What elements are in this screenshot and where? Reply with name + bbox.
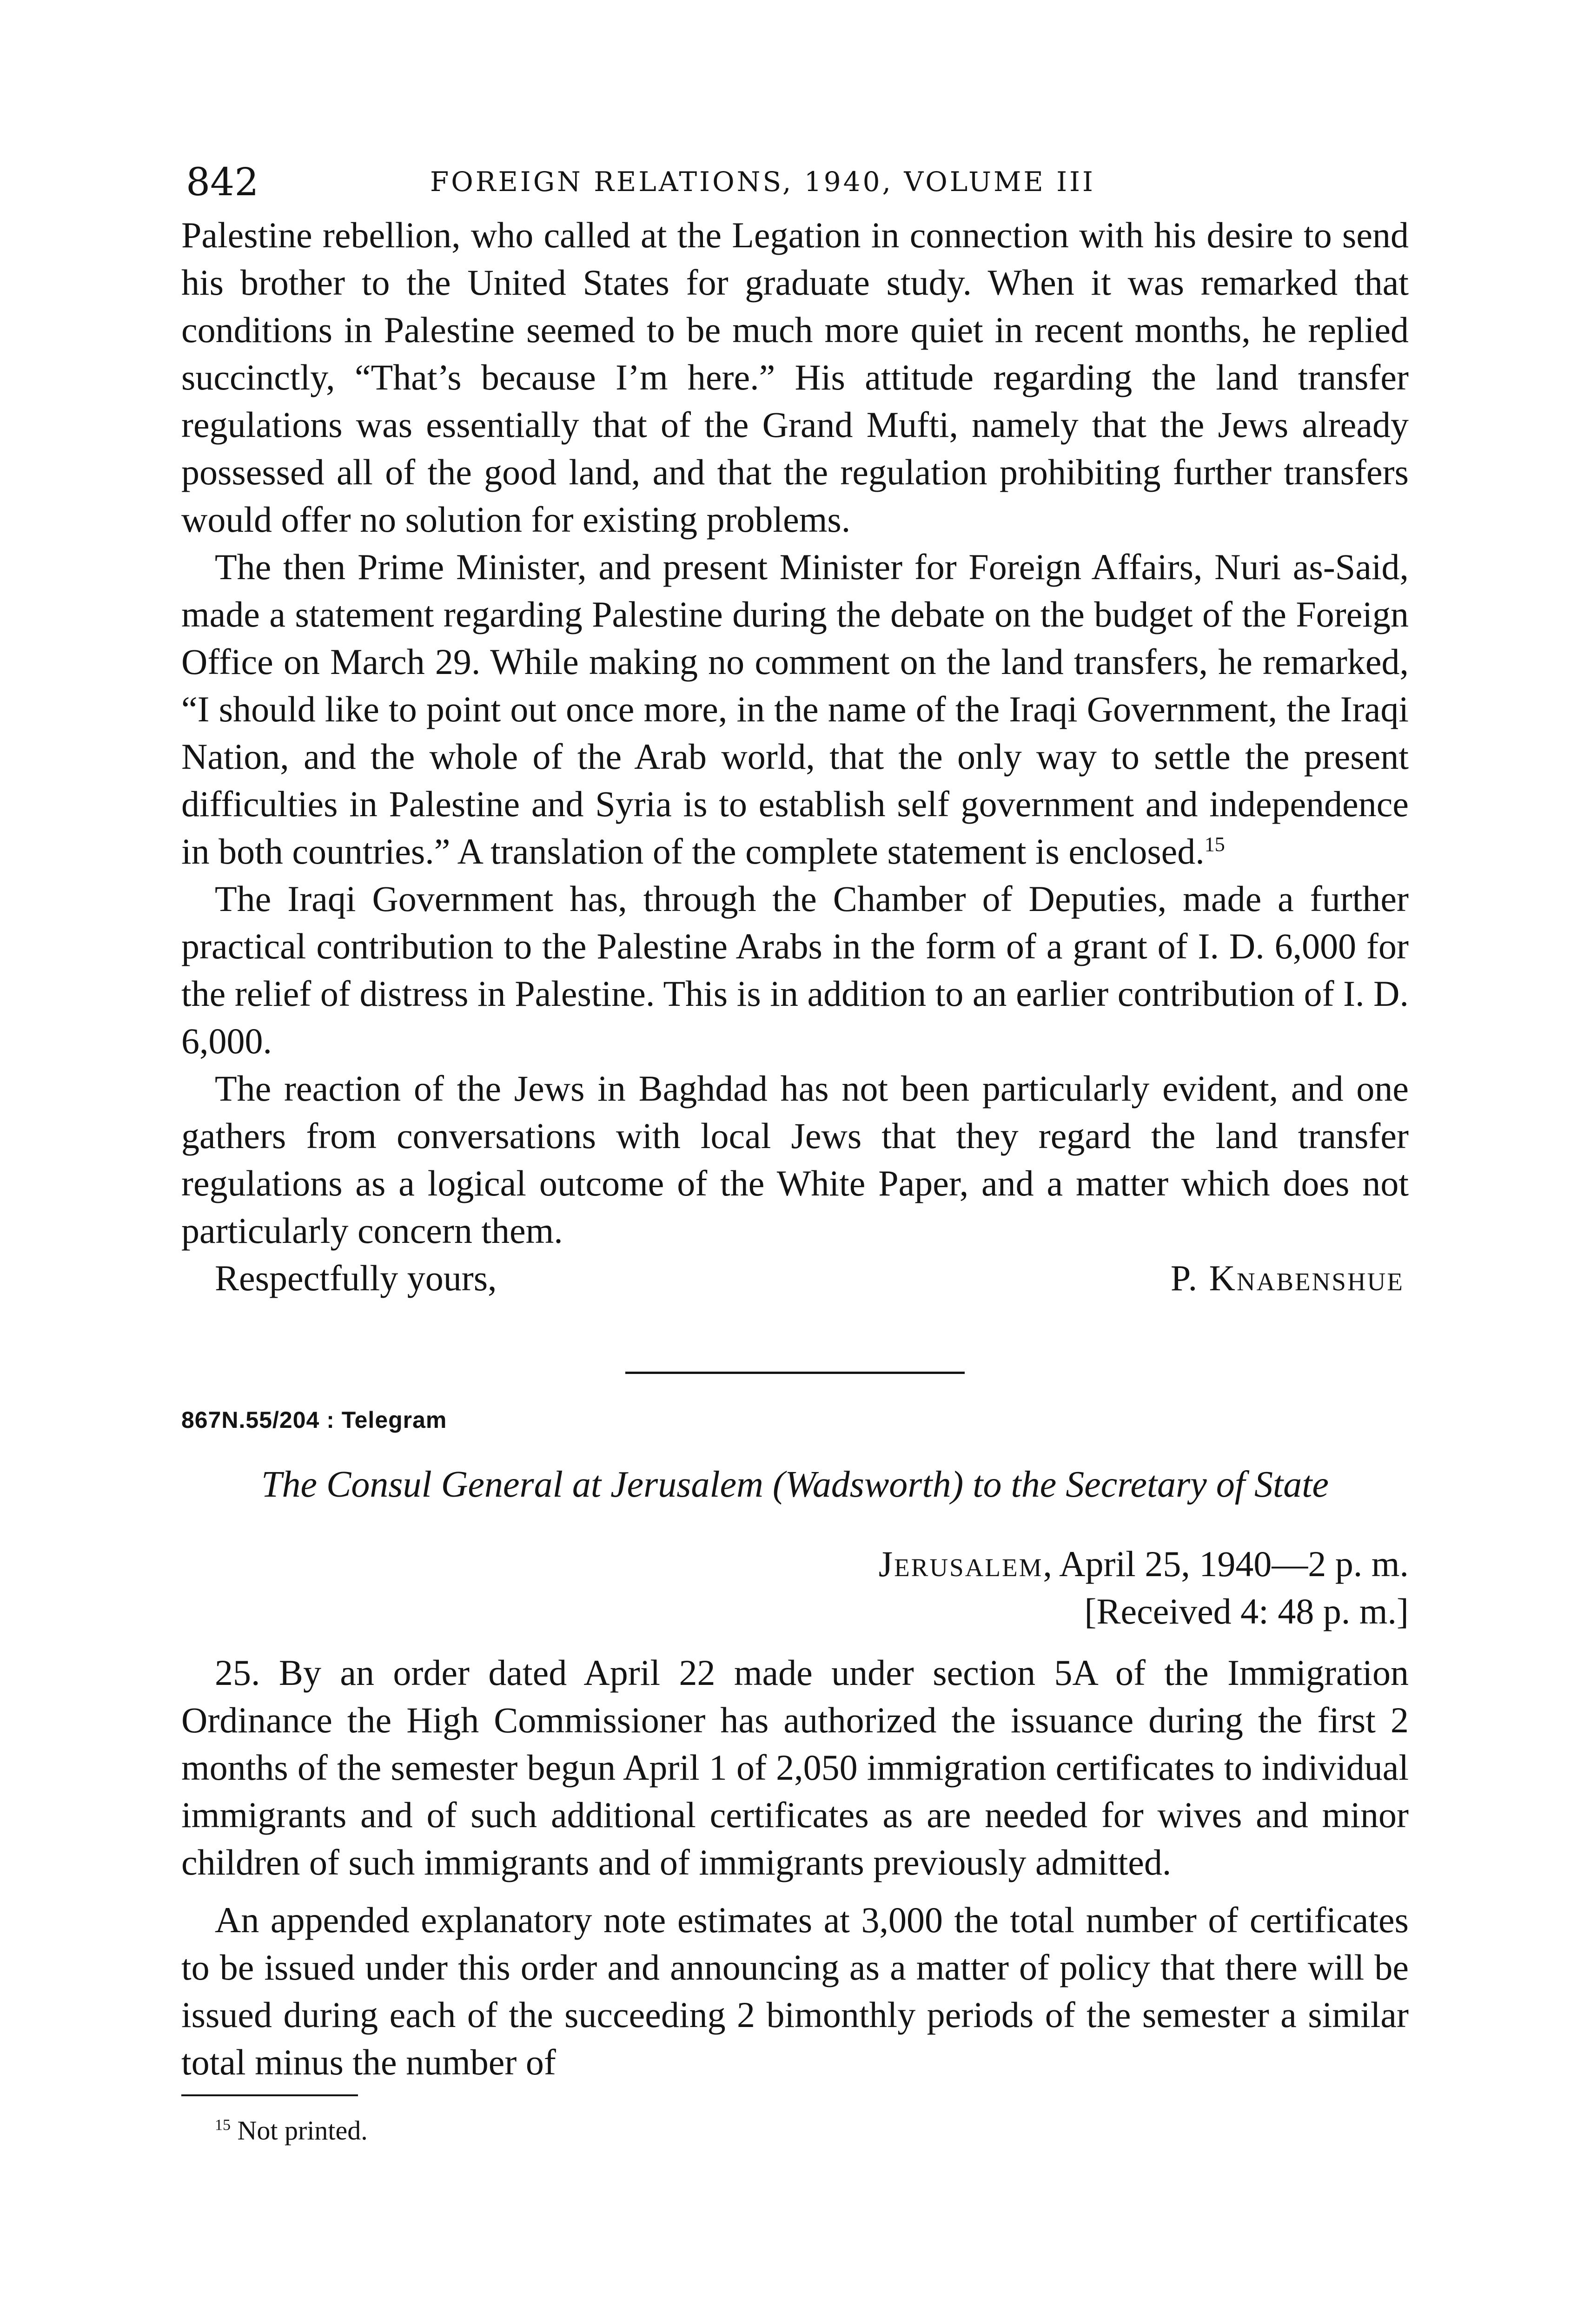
letter-paragraph: The reaction of the Jews in Baghdad has not been particularly evident, and one gathers from conversations with local Jews that they regard the land transfer regulations as a logical outcome of the White Paper, and a matter which does not particularly concern them. [181, 1068, 1409, 1251]
document-page [181, 160, 1409, 2146]
file-reference: 867N.55/204 : Telegram [181, 1407, 447, 1433]
letter-paragraph: The Iraqi Government has, through the Chamber of Deputies, made a further practical contribution to the Palestine Arabs in the form of a grant of I. D. 6,000 for the relief of distress in Palestine. This is in addition to an earlier contribution of I. D. 6,000. [181, 878, 1409, 1061]
letter-paragraph-with-footnote [181, 543, 1409, 875]
footnote-reference[interactable]: 15 [1204, 833, 1225, 856]
telegram-paragraph: 25. By an order dated April 22 made under section 5A of the Immigration Ordinance the High Commissioner has authorized the issuance during the first 2 months of the semester begun April 1 of 2,050 immigration certificates to individual immigrants and of such additional certificates as are needed for wives and minor children of such immigrants and of immigrants previously admitted. [181, 1652, 1409, 1882]
letter-paragraph: Palestine rebellion, who called at the Legation in connection with his desire to send his brother to the United States for graduate study. When it was remarked that conditions in Palestine seemed to be much more quiet in recent months, he replied succinctly, “That’s because I’m here.” His attitude regarding the land transfer regulations was essentially that of the Grand Mufti, namely that the Jews already possessed all of the good land, and that the regulation prohibiting further transfers would offer no solution for existing problems. [181, 215, 1409, 540]
dateline [181, 1540, 1409, 1588]
signoff [181, 1254, 1409, 1302]
dateline-place: Jerusalem [878, 1544, 1043, 1584]
page-number: 842 [186, 160, 259, 205]
signature: P. Knabenshue [1170, 1258, 1404, 1298]
telegram-body [181, 1649, 1409, 2086]
section-separator [625, 1372, 965, 1374]
dateline-date: , April 25, 1940—2 p. m. [1043, 1544, 1409, 1584]
letter-paragraph-text: The then Prime Minister, and present Minister for Foreign Affairs, Nuri as-Said, made a statement regarding Palestine during the debate on the budget of the Foreign Office on March 29. While making no comment on the land transfers, he remarked, “I should like to point out once more, in the name of the Iraqi Government, the Iraqi Nation, and the whole of the Arab world, that the only way to settle the present difficulties in Palestine and Syria is to establish self government and independence in both countries.” A translation of the complete statement is enclosed. [181, 547, 1409, 872]
running-head [181, 160, 1409, 211]
closing: Respectfully yours, [215, 1258, 497, 1298]
letter-body [181, 211, 1409, 1254]
received-line: [Received 4: 48 p. m.] [1084, 1591, 1409, 1631]
footnote-mark: 15 [215, 2116, 231, 2134]
footnote [215, 2115, 1409, 2146]
running-title: FOREIGN RELATIONS, 1940, VOLUME III [430, 166, 1095, 198]
telegram-heading: The Consul General at Jerusalem (Wadsworth) to the Secretary of State [261, 1464, 1329, 1505]
footnote-text: Not printed. [237, 2115, 368, 2146]
footnote-rule [181, 2094, 358, 2096]
telegram-paragraph: An appended explanatory note estimates at 3,000 the total number of certificates to be issued under this order and announcing as a matter of policy that there will be issued during each of the succeeding 2 bimonthly periods of the semester a similar total minus the number of [181, 1900, 1409, 2082]
